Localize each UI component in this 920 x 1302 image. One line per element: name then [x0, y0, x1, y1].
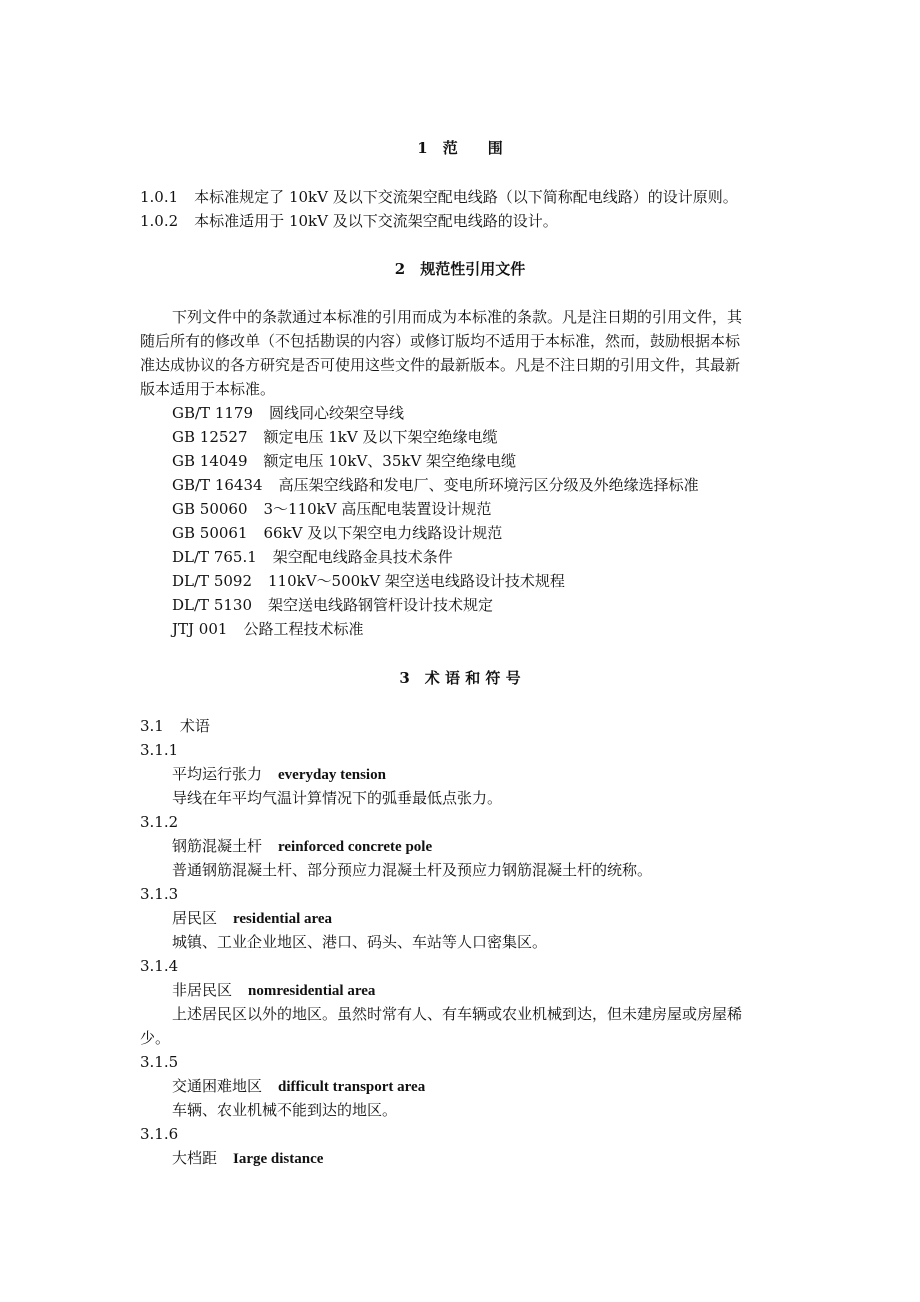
reference-code: DL/T 5130 — [172, 596, 252, 614]
reference-code: GB/T 1179 — [172, 404, 254, 422]
term-en: everyday tension — [278, 767, 386, 783]
reference-item — [172, 523, 502, 543]
term-definition: 导线在年平均气温计算情况下的弧垂最低点张力。 — [172, 789, 503, 807]
reference-title: 圆线同心绞架空导线 — [269, 404, 405, 422]
reference-item — [172, 619, 363, 639]
section-2-heading: 2 规范性引用文件 — [394, 260, 526, 278]
reference-title: 110kV～500kV 架空送电线路设计技术规程 — [268, 572, 565, 590]
term-name — [172, 908, 332, 929]
clause-number: 1.0.2 — [140, 212, 179, 230]
clause-1-0-1 — [140, 187, 738, 207]
clause-number: 1.0.1 — [140, 188, 179, 206]
reference-title: 公路工程技术标准 — [243, 620, 364, 638]
term-number: 3.1.6 — [140, 1125, 179, 1143]
term-number: 3.1.1 — [140, 741, 179, 759]
reference-code: DL/T 5092 — [172, 572, 252, 590]
reference-code: JTJ 001 — [172, 620, 228, 638]
intro-line-2: 随后所有的修改单（不包括勘误的内容）或修订版均不适用于本标准，然而，鼓励根据本标 — [140, 332, 741, 350]
term-definition: 上述居民区以外的地区。虽然时常有人、有车辆或农业机械到达，但未建房屋或房屋稀 — [172, 1005, 743, 1023]
reference-code: GB 50060 — [172, 500, 248, 518]
term-en: residential area — [233, 911, 333, 927]
reference-item — [172, 475, 699, 495]
term-definition: 城镇、工业企业地区、港口、码头、车站等人口密集区。 — [172, 933, 548, 951]
term-en: Iarge distance — [233, 1151, 324, 1167]
reference-item — [172, 427, 498, 447]
term-number: 3.1.3 — [140, 885, 179, 903]
subsection-number: 3.1 — [140, 717, 164, 735]
section-1-heading: 1 范 围 — [417, 139, 503, 157]
reference-item — [172, 595, 493, 615]
reference-item — [172, 547, 453, 567]
term-definition: 普通钢筋混凝土杆、部分预应力混凝土杆及预应力钢筋混凝土杆的统称。 — [172, 861, 653, 879]
term-name — [172, 764, 386, 785]
section-3-heading: 3 术 语 和 符 号 — [399, 669, 521, 687]
reference-code: GB 14049 — [172, 452, 248, 470]
term-zh: 钢筋混凝土杆 — [172, 837, 263, 855]
reference-item — [172, 571, 565, 591]
reference-title: 高压架空线路和发电厂、变电所环境污区分级及外绝缘选择标准 — [278, 476, 699, 494]
intro-line-1: 下列文件中的条款通过本标准的引用而成为本标准的条款。凡是注日期的引用文件，其 — [172, 308, 743, 326]
clause-1-0-2 — [140, 211, 558, 231]
term-definition: 车辆、农业机械不能到达的地区。 — [172, 1101, 398, 1119]
reference-code: GB 50061 — [172, 524, 248, 542]
reference-item — [172, 499, 491, 519]
subsection-title: 术语 — [179, 717, 210, 735]
reference-title: 架空送电线路钢管杆设计技术规定 — [268, 596, 494, 614]
intro-line-4: 版本适用于本标准。 — [140, 380, 276, 398]
term-en: reinforced concrete pole — [278, 839, 433, 855]
reference-code: GB 12527 — [172, 428, 248, 446]
term-name — [172, 836, 432, 857]
term-zh: 非居民区 — [172, 981, 233, 999]
term-zh: 居民区 — [172, 909, 218, 927]
term-zh: 平均运行张力 — [172, 765, 263, 783]
term-definition-continued: 少。 — [140, 1029, 171, 1047]
term-name — [172, 1076, 425, 1097]
reference-code: GB/T 16434 — [172, 476, 263, 494]
clause-text: 本标准适用于 10kV 及以下交流架空配电线路的设计。 — [194, 212, 558, 230]
term-name — [172, 1148, 323, 1169]
reference-title: 66kV 及以下架空电力线路设计规范 — [263, 524, 503, 542]
reference-title: 3～110kV 高压配电装置设计规范 — [263, 500, 492, 518]
reference-title: 额定电压 10kV、35kV 架空绝缘电缆 — [263, 452, 517, 470]
term-number: 3.1.5 — [140, 1053, 179, 1071]
reference-title: 额定电压 1kV 及以下架空绝缘电缆 — [263, 428, 498, 446]
intro-line-3: 准达成协议的各方研究是否可使用这些文件的最新版本。凡是不注日期的引用文件，其最新 — [140, 356, 741, 374]
term-number: 3.1.4 — [140, 957, 179, 975]
term-en: nomresidential area — [248, 983, 376, 999]
reference-code: DL/T 765.1 — [172, 548, 257, 566]
term-en: difficult transport area — [278, 1079, 426, 1095]
clause-text: 本标准规定了 10kV 及以下交流架空配电线路（以下简称配电线路）的设计原则。 — [194, 188, 738, 206]
reference-title: 架空配电线路金具技术条件 — [272, 548, 453, 566]
subsection-3-1 — [140, 716, 210, 736]
term-name — [172, 980, 375, 1001]
term-zh: 大档距 — [172, 1149, 218, 1167]
term-number: 3.1.2 — [140, 813, 179, 831]
term-zh: 交通困难地区 — [172, 1077, 263, 1095]
reference-item — [172, 403, 404, 423]
reference-item — [172, 451, 516, 471]
